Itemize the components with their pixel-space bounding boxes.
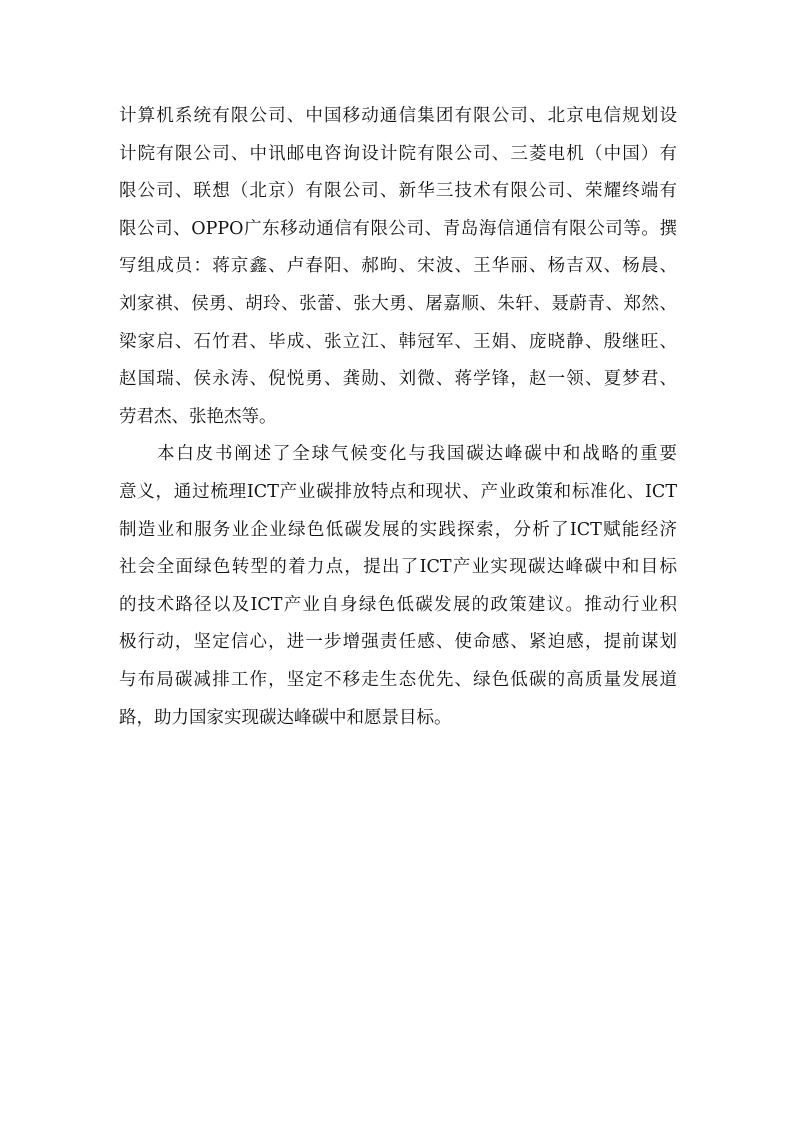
text-line: 刘家祺、侯勇、胡玲、张蕾、张大勇、屠嘉顺、朱轩、聂蔚青、郑然、 bbox=[119, 293, 677, 314]
text-line: 制造业和服务业企业绿色低碳发展的实践探索，分析了ICT赋能经济 bbox=[119, 519, 677, 540]
text-line: 路，助力国家实现碳达峰碳中和愿景目标。 bbox=[119, 707, 452, 728]
text-line: 计算机系统有限公司、中国移动通信集团有限公司、北京电信规划设 bbox=[119, 106, 677, 126]
text-line: 本白皮书阐述了全球气候变化与我国碳达峰碳中和战略的重要 bbox=[157, 444, 677, 465]
paragraph-contributors bbox=[119, 98, 677, 436]
text-line: 意义，通过梳理ICT产业碳排放特点和现状、产业政策和标准化、ICT bbox=[119, 481, 677, 502]
text-line: 限公司、OPPO广东移动通信有限公司、青岛海信通信有限公司等。撰 bbox=[119, 218, 677, 239]
text-line: 劳君杰、张艳杰等。 bbox=[119, 406, 277, 427]
text-line: 与布局碳减排工作，坚定不移走生态优先、绿色低碳的高质量发展道 bbox=[119, 669, 677, 690]
paragraph-summary bbox=[119, 436, 677, 737]
text-line: 极行动，坚定信心，进一步增强责任感、使命感、紧迫感，提前谋划 bbox=[119, 632, 677, 653]
text-line: 限公司、联想（北京）有限公司、新华三技术有限公司、荣耀终端有 bbox=[119, 181, 677, 202]
text-line: 写组成员：蒋京鑫、卢春阳、郝昫、宋波、王华丽、杨吉双、杨晨、 bbox=[119, 256, 677, 277]
text-line: 赵国瑞、侯永涛、倪悦勇、龚勋、刘微、蒋学锋，赵一领、夏梦君、 bbox=[119, 369, 677, 390]
text-line: 计院有限公司、中讯邮电咨询设计院有限公司、三菱电机（中国）有 bbox=[119, 143, 677, 164]
text-line: 梁家启、石竹君、毕成、张立江、韩冠军、王娟、庞晓静、殷继旺、 bbox=[119, 331, 677, 352]
text-line: 的技术路径以及ICT产业自身绿色低碳发展的政策建议。推动行业积 bbox=[119, 594, 677, 615]
body-text bbox=[119, 98, 677, 737]
text-line: 社会全面绿色转型的着力点，提出了ICT产业实现碳达峰碳中和目标 bbox=[119, 557, 677, 578]
